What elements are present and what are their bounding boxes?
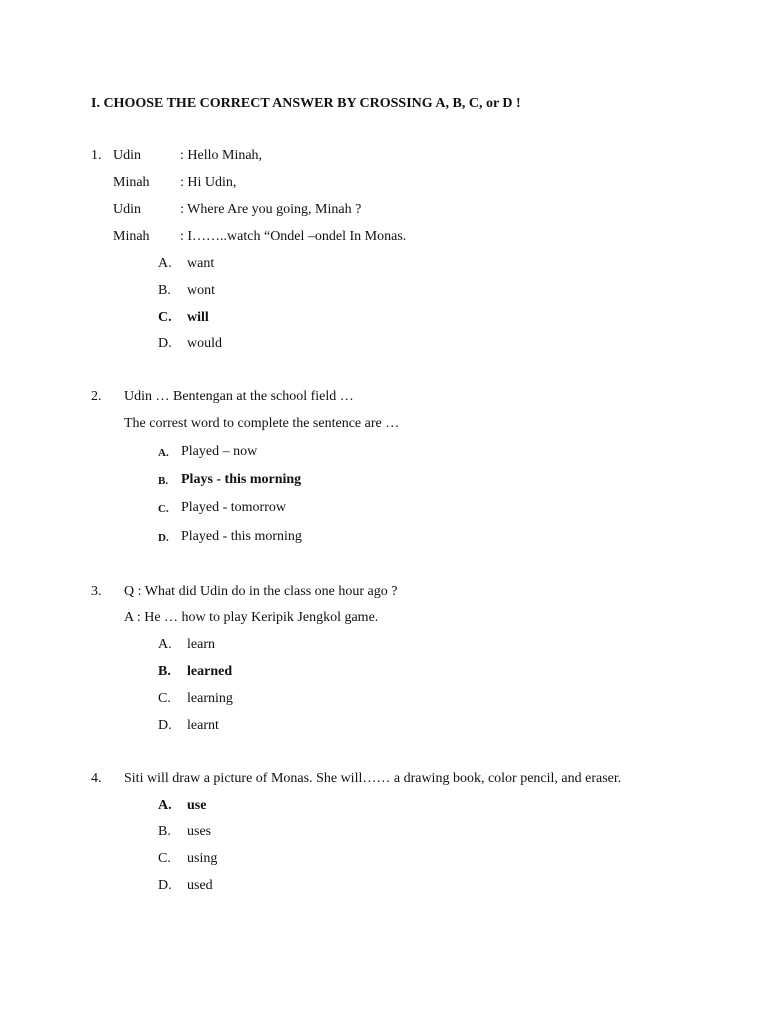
- option-text-b: learned: [187, 664, 233, 679]
- option-letter-a: A.: [158, 637, 172, 652]
- page-title: I. CHOOSE THE CORRECT ANSWER BY CROSSING A, B, C, or D !: [91, 96, 521, 111]
- option-letter-c: C.: [158, 691, 171, 706]
- option-letter-d: D.: [158, 878, 172, 893]
- question-number: 1.: [91, 148, 102, 163]
- question-number: 3.: [91, 584, 102, 599]
- option-text-a: learn: [187, 637, 215, 652]
- option-text-d: learnt: [187, 718, 219, 733]
- question-text: Udin … Bentengan at the school field …: [124, 389, 354, 404]
- question-text: Q : What did Udin do in the class one hour ago ?: [124, 584, 398, 599]
- option-letter-a: A.: [158, 447, 169, 459]
- option-letter-b: B.: [158, 283, 171, 298]
- option-text-c: learning: [187, 691, 233, 706]
- option-text-b: Plays - this morning: [181, 472, 302, 487]
- dialogue-line: : Where Are you going, Minah ?: [180, 202, 362, 217]
- option-text-a: want: [187, 256, 215, 271]
- dialogue-speaker: Udin: [113, 202, 141, 217]
- question-text: Siti will draw a picture of Monas. She will…… a drawing book, color pencil, and eraser.: [124, 771, 622, 786]
- dialogue-line: : Hello Minah,: [180, 148, 263, 163]
- option-letter-c: C.: [158, 851, 171, 866]
- dialogue-speaker: Udin: [113, 148, 141, 163]
- dialogue-line: : I……..watch “Ondel –ondel In Monas.: [180, 229, 407, 244]
- option-letter-c: C.: [158, 310, 172, 325]
- question-number: 4.: [91, 771, 102, 786]
- option-letter-d: D.: [158, 718, 172, 733]
- option-text-d: used: [187, 878, 213, 893]
- option-text-c: using: [187, 851, 218, 866]
- question-instruction: The correst word to complete the sentence are …: [124, 416, 400, 431]
- option-letter-d: D.: [158, 532, 169, 544]
- dialogue-speaker: Minah: [113, 175, 150, 190]
- option-text-a: use: [187, 798, 207, 813]
- answer-prompt: A : He … how to play Keripik Jengkol game.: [124, 610, 379, 625]
- option-letter-a: A.: [158, 256, 172, 271]
- dialogue-line: : Hi Udin,: [180, 175, 237, 190]
- option-letter-d: D.: [158, 336, 172, 351]
- option-text-b: uses: [187, 824, 212, 839]
- question-number: 2.: [91, 389, 102, 404]
- option-letter-c: C.: [158, 503, 169, 515]
- option-letter-b: B.: [158, 664, 171, 679]
- option-text-c: Played - tomorrow: [181, 500, 286, 515]
- option-text-c: will: [187, 310, 209, 325]
- option-letter-b: B.: [158, 824, 171, 839]
- option-text-a: Played – now: [181, 444, 258, 459]
- option-text-b: wont: [187, 283, 215, 298]
- option-text-d: would: [187, 336, 222, 351]
- option-letter-a: A.: [158, 798, 172, 813]
- option-letter-b: B.: [158, 475, 169, 487]
- dialogue-speaker: Minah: [113, 229, 150, 244]
- option-text-d: Played - this morning: [181, 529, 302, 544]
